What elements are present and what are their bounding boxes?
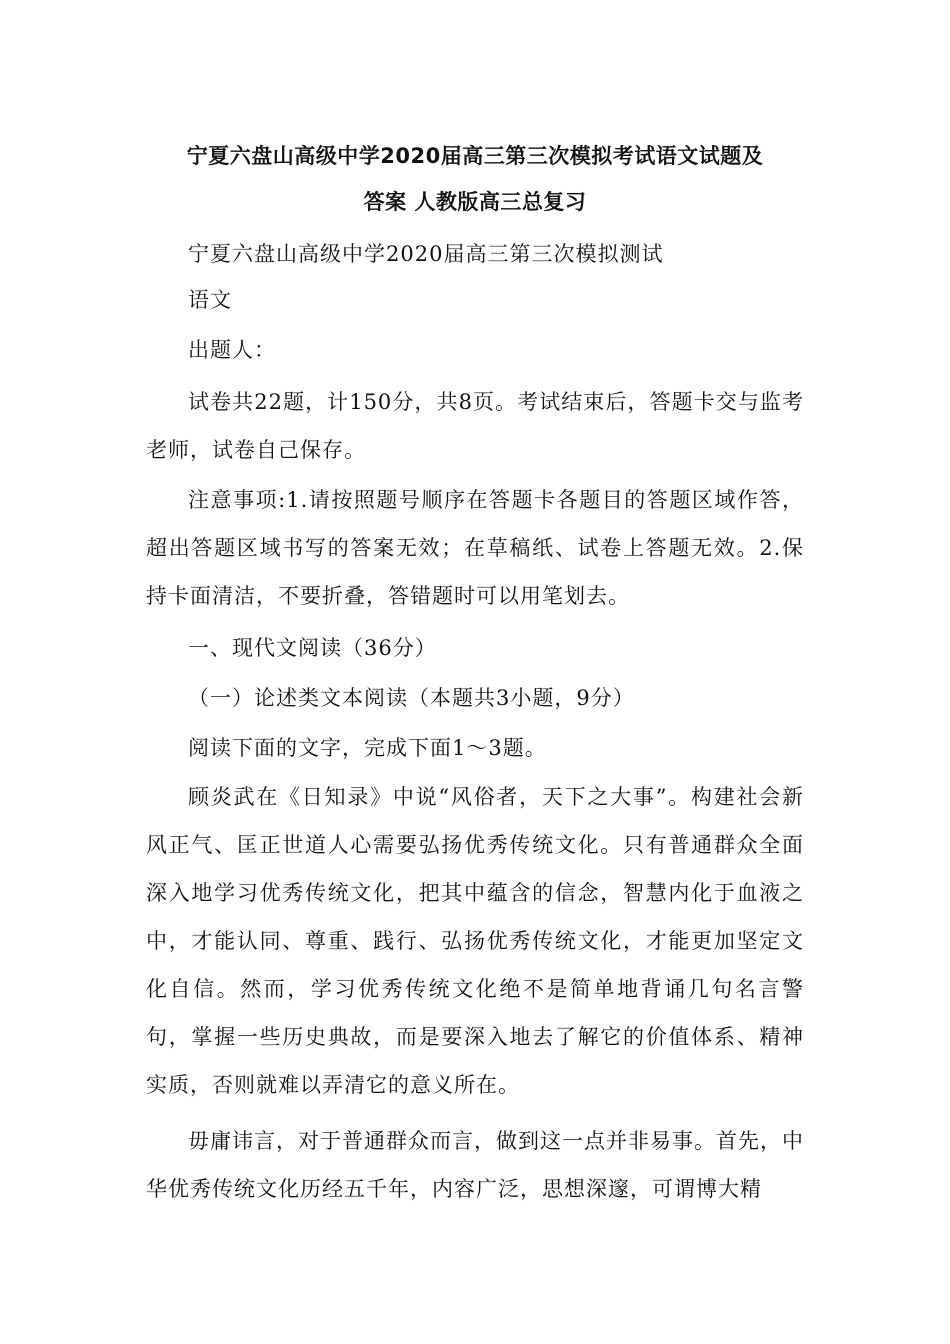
exam-subtitle: 宁夏六盘山高级中学2020届高三第三次模拟测试: [188, 242, 664, 266]
document-title-line-2: 答案 人教版高三总复习: [363, 190, 587, 214]
exam-intro-paragraph: 试卷共22题，计150分，共8页。考试结束后，答题卡交与监考老师，试卷自己保存。: [146, 390, 804, 462]
exam-notes-paragraph: 注意事项:1.请按照题号顺序在答题卡各题目的答题区域作答，超出答题区域书写的答案无效；在草稿纸、试卷上答题无效。2.保持卡面清洁，不要折叠，答错题时可以用笔划去。: [146, 488, 804, 608]
document-title-line-1: 宁夏六盘山高级中学2020届高三第三次模拟考试语文试题及: [186, 144, 764, 168]
section-heading-modern-reading: 一、现代文阅读（36分）: [188, 636, 437, 660]
reading-passage-paragraph-2: 毋庸讳言，对于普通群众而言，做到这一点并非易事。首先，中华优秀传统文化历经五千年，内容广泛，思想深邃，可谓博大精: [146, 1129, 804, 1201]
reading-passage-paragraph-1: 顾炎武在《日知录》中说“风俗者，天下之大事”。构建社会新风正气、匡正世道人心需要弘扬优秀传统文化。只有普通群众全面深入地学习优秀传统文化，把其中蕴含的信念，智慧内化于血液之中，才能认同、尊重、践行、弘扬优秀传统文化，才能更加坚定文化自信。然而，学习优秀传统文化绝不是简单地背诵几句名言警句，掌握一些历史典故，而是要深入地去了解它的价值体系、精神实质，否则就难以弄清它的意义所在。: [146, 785, 804, 1097]
reading-task-instruction: 阅读下面的文字，完成下面1～3题。: [188, 736, 547, 760]
exam-author-label: 出题人：: [188, 338, 276, 362]
exam-subject: 语文: [188, 288, 232, 312]
subsection-heading-argumentative: （一）论述类文本阅读（本题共3小题，9分）: [188, 686, 635, 710]
